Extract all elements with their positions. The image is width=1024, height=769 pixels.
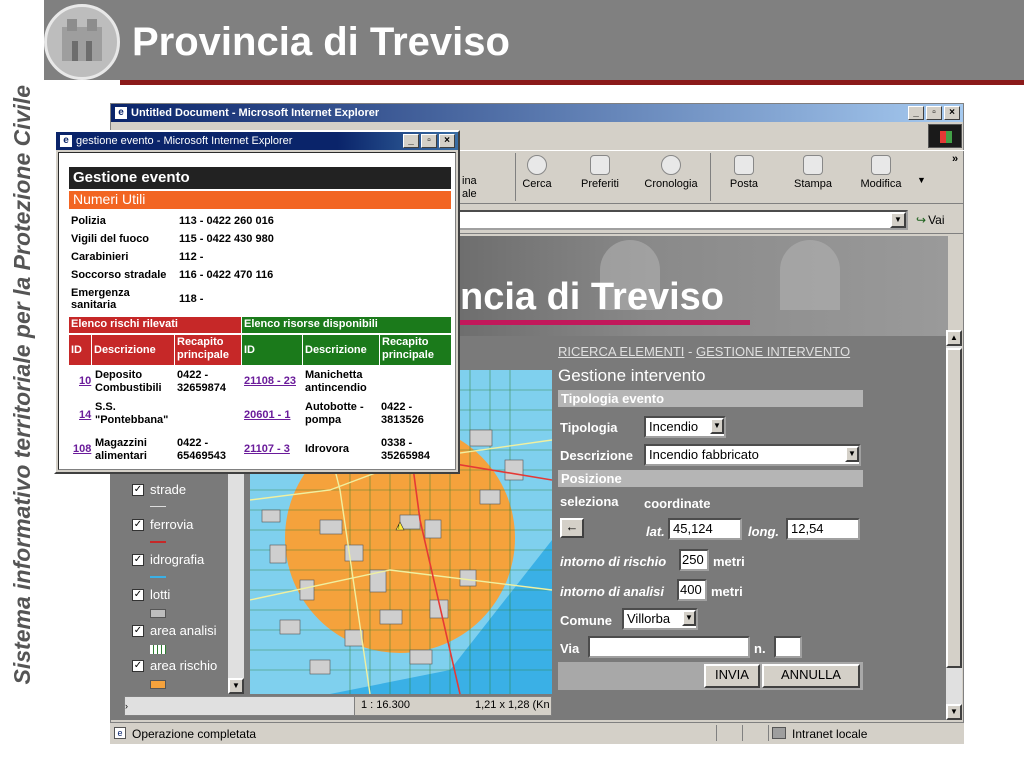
page-banner [460,236,948,336]
toolbar-overflow-icon[interactable]: » [952,153,959,165]
svg-text:!: ! [398,525,400,531]
popup-title: gestione evento - Microsoft Internet Explorer [76,135,293,147]
type-select[interactable]: Incendio ▼ [644,416,726,438]
toolbar-separator [710,153,711,201]
long-label: long. [748,524,780,539]
event-type-section: Tipologia evento [558,390,863,407]
type-label: Tipologia [560,420,618,435]
browser-toolbar [460,150,964,204]
lat-input[interactable]: 45,124 [668,518,742,540]
risk-radius-label: intorno di rischio [560,554,667,569]
lat-label: lat. [646,524,665,539]
side-caption [4,0,40,769]
popup-subheading: Numeri Utili [69,191,451,209]
history-button[interactable]: Cronologia [638,155,704,190]
side-caption-text: Sistema informativo territoriale per la Protezione Civile [8,84,35,685]
risk-radius-input[interactable]: 250 [679,549,709,571]
map-hscroll[interactable]: › [125,697,355,715]
number-value-carabinieri: 112 - [179,251,204,263]
resource-id-link[interactable]: 20601 - 1 [244,409,291,421]
resource-contact: 0338 - 35265984 [381,437,430,462]
resource-contact: 0422 - 3813526 [381,401,424,426]
coordinates-label: coordinate [644,496,711,511]
mail-button[interactable]: Posta [722,155,766,190]
position-section: Posizione [558,470,863,487]
windows-logo [928,124,962,148]
address-dropdown[interactable]: ▼ [890,212,906,228]
checkbox[interactable]: ✓ [133,519,143,530]
manage-intervention-link[interactable]: GESTIONE INTERVENTO [695,344,851,359]
minimize-button[interactable]: _ [908,106,924,120]
zone-text: Intranet locale [792,727,868,741]
search-elements-link[interactable]: RICERCA ELEMENTI [558,344,685,359]
go-button[interactable]: ↪ Vai [916,213,945,227]
layer-label: lotti [150,587,171,602]
number-label-vigili: Vigili del fuoco [71,233,150,245]
layer-label: strade [150,482,187,497]
resource-id-link[interactable]: 21107 - 3 [244,443,290,455]
risk-id-link[interactable]: 108 [73,443,92,455]
rail-swatch-icon [150,541,166,543]
send-button[interactable]: INVIA [704,664,760,688]
description-dropdown-icon[interactable]: ▼ [845,446,859,462]
lots-swatch-icon [150,609,166,618]
checkbox[interactable]: ✓ [133,484,143,495]
popup-minimize-button[interactable]: _ [403,134,419,148]
analysis-radius-input[interactable]: 400 [677,579,707,601]
resources-header: Elenco risorse disponibili [242,317,451,333]
risk-radius-unit: metri [713,554,745,569]
number-label: n. [754,641,766,656]
map-status-bar [124,696,552,716]
address-input[interactable] [460,210,908,230]
mail-icon [734,155,754,175]
water-swatch-icon [150,576,166,578]
risk-contact: 0422 - 32659874 [177,369,226,394]
favorites-button[interactable]: Preferiti [572,155,628,190]
panel-links: RICERCA ELEMENTI - GESTIONE INTERVENTO [558,344,851,359]
scroll-up-icon[interactable]: ▲ [946,330,962,346]
resource-desc: Autobotte - pompa [305,401,364,426]
risk-desc: Deposito Combustibili [95,369,162,394]
slide-title: Provincia di Treviso [132,20,510,64]
pick-point-button[interactable] [560,518,584,538]
col-res-contact: Recapito principale [380,335,451,365]
banner-underline [460,320,750,325]
province-logo [44,4,120,80]
analysis-radius-unit: metri [711,584,743,599]
risk-contact: 0422 - 65469543 [177,437,226,462]
print-icon [803,155,823,175]
col-risk-desc: Descrizione [92,335,174,365]
layers-scroll-down-icon[interactable]: ▼ [228,678,244,694]
road-swatch-icon [150,506,166,507]
address-bar [460,206,964,234]
browser-title: Untitled Document - Microsoft Internet Explorer [131,107,380,119]
type-dropdown-icon[interactable]: ▼ [710,418,724,434]
go-arrow-icon: ↪ [916,213,927,227]
status-divider [716,725,717,741]
number-value-emergenza: 118 - [179,293,204,305]
popup-window [54,130,460,474]
ie-icon: e [60,135,72,147]
description-label: Descrizione [560,448,633,463]
scroll-down-icon[interactable]: ▼ [946,704,962,720]
status-text: Operazione completata [132,727,257,741]
street-input[interactable] [588,636,750,658]
number-value-vigili: 115 - 0422 430 980 [179,233,274,245]
intervention-panel [556,340,866,700]
layers-scrollbar[interactable] [228,468,244,694]
panel-heading: Gestione intervento [558,366,706,385]
maximize-button[interactable]: ▫ [926,106,942,120]
cancel-button[interactable]: ANNULLA [762,664,860,688]
municipality-label: Comune [560,613,612,628]
checkbox[interactable]: ✓ [133,625,143,636]
municipality-select[interactable]: Villorba ▼ [622,608,698,630]
risk-desc: Magazzini alimentari [95,437,147,462]
col-res-id: ID [242,335,302,365]
scroll-thumb[interactable] [946,348,962,668]
layer-label: idrografia [150,552,205,567]
number-value-polizia: 113 - 0422 260 016 [179,215,274,227]
popup-titlebar [56,132,458,150]
street-label: Via [560,641,580,656]
analysis-radius-label: intorno di analisi [560,584,665,599]
edit-icon [871,155,891,175]
popup-close-button[interactable]: × [439,134,455,148]
history-icon [661,155,681,175]
page-scrollbar[interactable] [946,330,962,720]
banner-arch [780,240,840,310]
risk-desc: S.S. "Pontebbana" [95,401,169,426]
number-label-soccorso: Soccorso stradale [71,269,167,281]
number-label-polizia: Polizia [71,215,106,227]
layers-panel [124,468,244,694]
toolbar-partial-label: ina ale [462,175,477,200]
status-divider [742,725,743,741]
browser-titlebar [111,104,963,122]
page-icon: e [114,727,126,739]
resource-desc: Manichetta antincendio [305,369,367,394]
number-label-carabinieri: Carabinieri [71,251,129,263]
risk-swatch-icon [150,680,166,689]
map-scale: 1 : 16.300 [361,699,410,711]
long-input[interactable]: 12,54 [786,518,860,540]
number-input[interactable] [774,636,802,658]
layer-label: area rischio [150,658,218,673]
search-button[interactable]: Cerca [514,155,560,190]
intranet-icon [772,727,786,739]
risk-id-link[interactable]: 10 [79,375,92,387]
ie-icon: e [115,107,127,119]
select-label: seleziona [560,494,619,509]
favorites-icon [590,155,610,175]
checkbox[interactable]: ✓ [133,589,143,600]
number-value-soccorso: 116 - 0422 470 116 [179,269,274,281]
resource-id-link[interactable]: 21108 - 23 [244,375,296,387]
edit-button[interactable]: Modifica [854,155,908,190]
back-arrow-icon: ← [565,519,579,534]
popup-body [58,152,456,470]
edit-dropdown-arrow-icon[interactable]: ▼ [917,175,926,185]
layer-label: ferrovia [150,517,194,532]
status-divider [768,725,769,741]
layer-label: area analisi [150,623,217,638]
municipality-dropdown-icon[interactable]: ▼ [682,610,696,626]
col-risk-id: ID [69,335,91,365]
col-risk-contact: Recapito principale [175,335,241,365]
close-button[interactable]: × [944,106,960,120]
checkbox[interactable]: ✓ [133,660,143,671]
col-res-desc: Descrizione [303,335,379,365]
popup-maximize-button[interactable]: ▫ [421,134,437,148]
popup-heading: Gestione evento [69,167,451,189]
header-divider [120,80,1024,85]
risks-header: Elenco rischi rilevati [69,317,241,333]
print-button[interactable]: Stampa [788,155,838,190]
risk-id-link[interactable]: 14 [79,409,92,421]
resource-desc: Idrovora [305,443,350,455]
description-select[interactable]: Incendio fabbricato ▼ [644,444,861,466]
browser-status-bar [110,722,964,744]
checkbox[interactable]: ✓ [133,554,143,565]
banner-title: ncia di Treviso [460,276,724,318]
analysis-swatch-icon [150,645,166,654]
search-icon [527,155,547,175]
number-label-emergenza: Emergenza sanitaria [71,287,130,311]
map-coords: 1,21 x 1,28 (Kn [475,699,550,711]
